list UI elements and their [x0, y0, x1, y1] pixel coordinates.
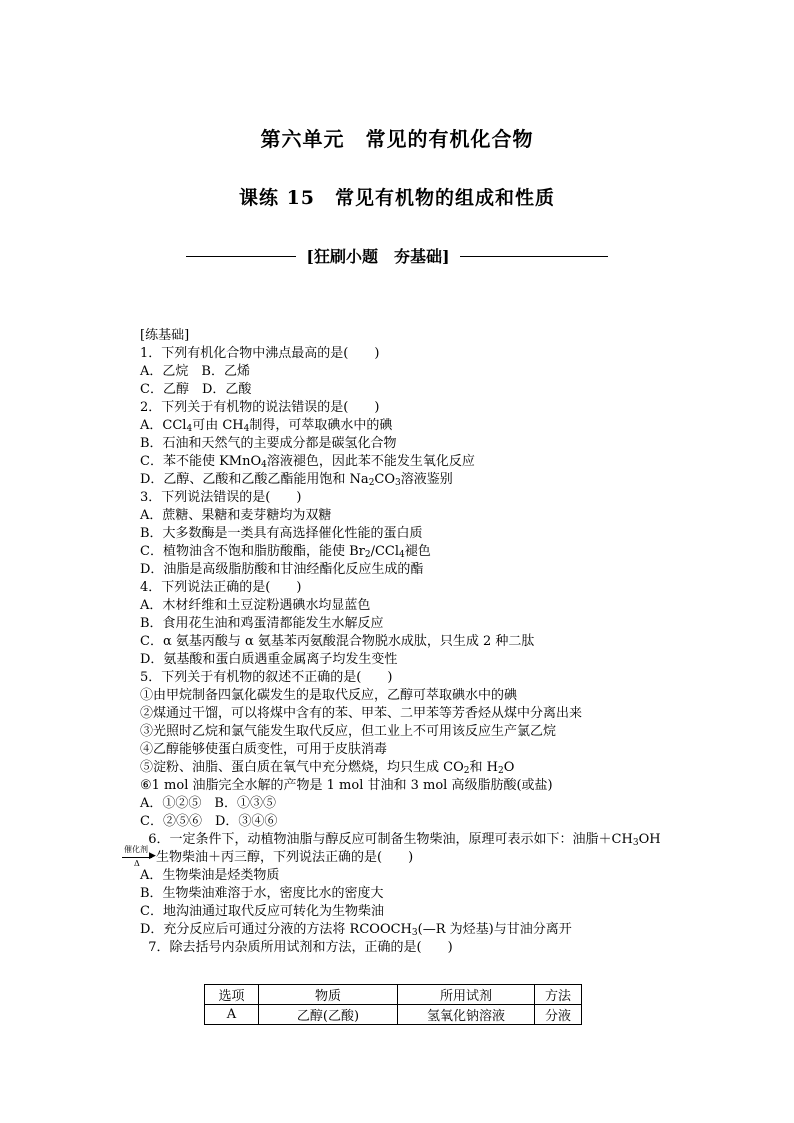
- q5-statement-5: ⑤淀粉、油脂、蛋白质在氧气中充分燃烧，均只生成 $CO_2$和 $H_2O$: [140, 760, 515, 776]
- lesson-title: 课练 15 常见有机物的组成和性质: [238, 187, 556, 209]
- q5-statement-4: ④乙醇能够使蛋白质变性，可用于皮肤消毒: [140, 742, 388, 757]
- q5-statement-2: ②煤通过干馏，可以将煤中含有的苯、甲苯、二甲苯等芳香烃从煤中分离出来: [140, 706, 583, 721]
- q4-option-c: C．α 氨基丙酸与 α 氨基苯丙氨酸混合物脱水成肽，只生成 2 种二肽: [140, 634, 535, 649]
- divider-line-left: [186, 256, 296, 257]
- q3-stem: 3．下列说法错误的是( ): [140, 490, 302, 505]
- q5-statement-1: ①由甲烷制备四氯化碳发生的是取代反应，乙醇可萃取碘水中的碘: [140, 688, 518, 703]
- section-header: [狂刷小题 夯基础]: [306, 247, 450, 266]
- q2-option-d: D．乙醇、乙酸和乙酸乙酯能用饱和 $Na_2CO_3$溶液鉴别: [140, 472, 453, 488]
- table-header: 所用试剂: [398, 985, 535, 1005]
- table-header: 选项: [205, 985, 259, 1005]
- q5-options-ab: A．①②⑤ B．①③⑤: [140, 796, 276, 811]
- q6-stem-line2: 催化剂 ▶ Δ 生物柴油＋丙三醇，下列说法正确的是( ): [124, 845, 414, 868]
- divider-line-right: [460, 256, 608, 257]
- q2-option-b: B．石油和天然气的主要成分都是碳氢化合物: [140, 436, 397, 451]
- table-header: 方法: [535, 985, 582, 1005]
- q7-stem: 7．除去括号内杂质所用试剂和方法，正确的是( ): [148, 940, 453, 955]
- q6-option-b: B．生物柴油难溶于水，密度比水的密度大: [140, 886, 384, 901]
- q5-statement-3: ③光照时乙烷和氯气能发生取代反应，但工业上不可用该反应生产氯乙烷: [140, 724, 557, 739]
- q3-option-a: A．蔗糖、果糖和麦芽糖均为双糖: [140, 508, 332, 523]
- q4-option-b: B．食用花生油和鸡蛋清都能发生水解反应: [140, 616, 384, 631]
- q5-statement-6: ⑥1 mol 油脂完全水解的产物是 1 mol 甘油和 3 mol 高级脂肪酸(或盐): [140, 778, 553, 793]
- q4-option-d: D．氨基酸和蛋白质遇重金属离子均发生变性: [140, 652, 398, 667]
- heat-label: Δ: [134, 859, 140, 868]
- q2-option-c: C．苯不能使 KMnO$_4$溶液褪色，因此苯不能发生氧化反应: [140, 454, 475, 470]
- q6-option-c: C．地沟油通过取代反应可转化为生物柴油: [140, 904, 384, 919]
- q6-stem-line1: 6．一定条件下，动植物油脂与醇反应可制备生物柴油，原理可表示如下：油脂$+CH_3OH$: [148, 832, 661, 848]
- q4-option-a: A．木材纤维和土豆淀粉遇碘水均显蓝色: [140, 598, 371, 613]
- q5-stem: 5．下列关于有机物的叙述不正确的是( ): [140, 670, 393, 685]
- catalyst-label: 催化剂: [124, 845, 148, 854]
- q3-option-b: B．大多数酶是一类具有高选择催化性能的蛋白质: [140, 526, 423, 541]
- q5-options-cd: C．②⑤⑥ D．③④⑥: [140, 814, 278, 829]
- subsection-label: [练基础]: [140, 328, 190, 343]
- q3-option-d: D．油脂是高级脂肪酸和甘油经酯化反应生成的酯: [140, 562, 424, 577]
- unit-title: 第六单元 常见的有机化合物: [260, 127, 534, 151]
- q2-stem: 2．下列关于有机物的说法错误的是( ): [140, 400, 380, 415]
- table-cell: 分液: [535, 1005, 582, 1025]
- q2-option-a: A．CCl$_4$可由 $CH_4$制得，可萃取碘水中的碘: [140, 418, 393, 434]
- q6-option-a: A．生物柴油是烃类物质: [140, 868, 280, 883]
- q1-options-ab: A．乙烷 B．乙烯: [140, 364, 250, 379]
- q3-option-c: C．植物油含不饱和脂肪酸酯，能使 $Br_2/CCl_4$褪色: [140, 544, 431, 560]
- section-divider: [184, 244, 610, 266]
- table-header: 物质: [259, 985, 398, 1005]
- table-header-row: [205, 985, 582, 1005]
- q1-options-cd: C．乙醇 D．乙酸: [140, 382, 252, 397]
- table-cell: 乙醇(乙酸): [259, 1005, 398, 1025]
- question-list: [124, 327, 700, 957]
- table-row: [205, 1005, 582, 1025]
- q4-stem: 4．下列说法正确的是( ): [140, 580, 302, 595]
- reagent-table: [204, 984, 582, 1025]
- reaction-arrow-icon: 催化剂 ▶ Δ: [124, 845, 156, 868]
- table-cell: 氢氧化钠溶液: [398, 1005, 535, 1025]
- q1-stem: 1．下列有机化合物中沸点最高的是( ): [140, 346, 380, 361]
- q6-option-d: D．充分反应后可通过分液的方法将 $RCOOCH_3(—R$ 为烃基)与甘油分离开: [140, 922, 572, 938]
- table-cell: A: [205, 1005, 259, 1025]
